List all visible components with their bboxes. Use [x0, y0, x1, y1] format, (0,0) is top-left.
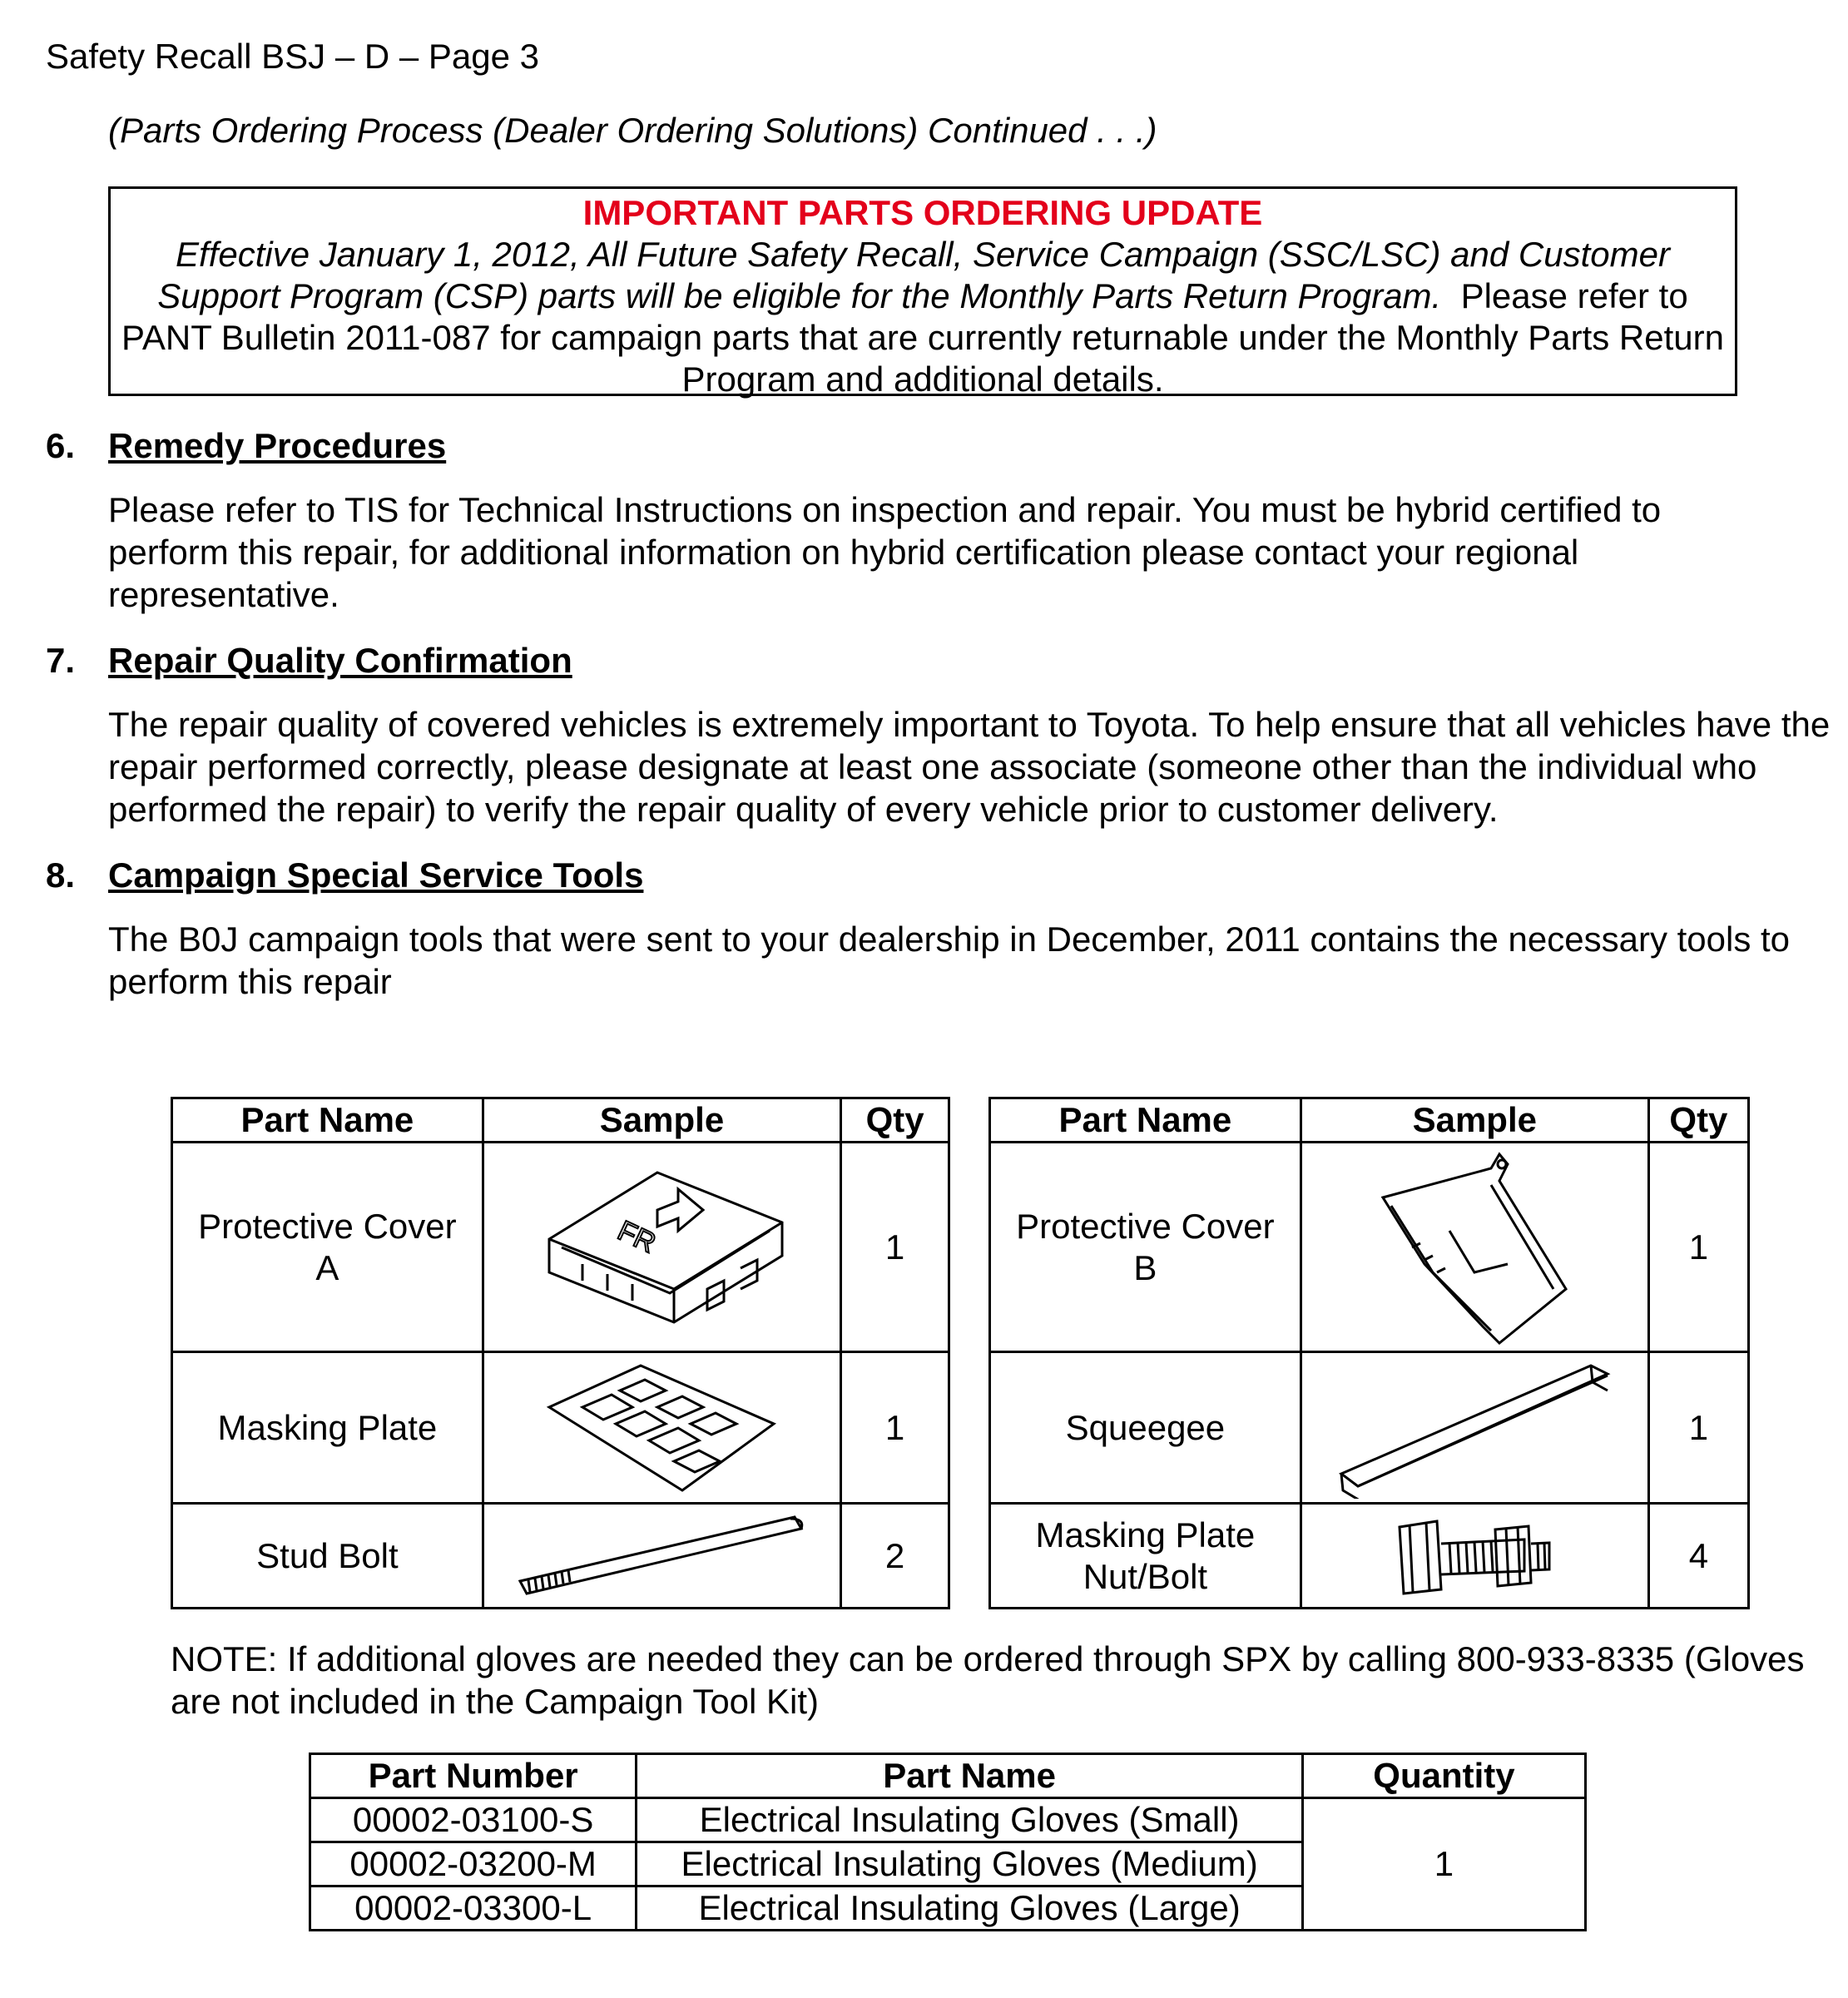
- table-row: [990, 1504, 1749, 1609]
- sample-cell: [483, 1504, 840, 1609]
- part-number-cell: 00002-03300-L: [310, 1886, 637, 1931]
- section-8-title: Campaign Special Service Tools: [108, 855, 644, 895]
- update-title: IMPORTANT PARTS ORDERING UPDATE: [582, 193, 1263, 232]
- tools-table-left: [171, 1097, 950, 1609]
- parts-ordering-update-box: [108, 186, 1737, 399]
- qty-cell: 1: [841, 1352, 949, 1504]
- quantity-cell: 1: [1302, 1798, 1585, 1931]
- part-name-cell: Stud Bolt: [172, 1504, 483, 1609]
- col-header-qty: Qty: [1648, 1098, 1748, 1143]
- update-body: [111, 234, 1735, 400]
- table-row: [172, 1352, 949, 1504]
- update-normal-text: Please refer to PANT Bulletin 2011-087 for campaign parts that are currently returnable under the Monthly Parts Return Program and additional details.: [121, 276, 1724, 399]
- part-name-cell: Electrical Insulating Gloves (Large): [637, 1886, 1303, 1931]
- part-name-cell: Masking Plate Nut/Bolt: [990, 1504, 1301, 1609]
- protective-cover-a-icon: [533, 1164, 790, 1331]
- masking-plate-icon: [541, 1361, 782, 1495]
- col-header-sample: Sample: [1301, 1098, 1648, 1143]
- section-6-number: 6.: [46, 426, 76, 465]
- qty-cell: 2: [841, 1504, 949, 1609]
- section-7-number: 7.: [46, 641, 76, 680]
- section-6-title: Remedy Procedures: [108, 426, 447, 465]
- sample-cell: [1301, 1352, 1648, 1504]
- qty-cell: 1: [841, 1143, 949, 1352]
- table-row: [172, 1504, 949, 1609]
- part-name-cell: Squeegee: [990, 1352, 1301, 1504]
- sample-cell: [483, 1143, 840, 1352]
- continued-label: (Parts Ordering Process (Dealer Ordering Solutions) Continued . . .): [108, 111, 1157, 150]
- qty-cell: 4: [1648, 1504, 1748, 1609]
- squeegee-icon: [1333, 1357, 1616, 1499]
- sample-cell: [483, 1352, 840, 1504]
- table-row: [172, 1143, 949, 1352]
- part-name-cell: Protective Cover A: [172, 1143, 483, 1352]
- part-number-cell: 00002-03100-S: [310, 1798, 637, 1842]
- table-row: [990, 1143, 1749, 1352]
- part-name-cell: Protective Cover B: [990, 1143, 1301, 1352]
- nut-bolt-icon: [1391, 1515, 1558, 1598]
- qty-cell: 1: [1648, 1352, 1748, 1504]
- col-header-qty: Qty: [841, 1098, 949, 1143]
- section-7-title: Repair Quality Confirmation: [108, 641, 572, 680]
- protective-cover-b-icon: [1375, 1148, 1574, 1347]
- gloves-note: NOTE: If additional gloves are needed they can be ordered through SPX by calling 800-933-8335 (Gloves are not included in the Campaign Tool Kit): [171, 1639, 1805, 1721]
- section-6-text: Please refer to TIS for Technical Instructions on inspection and repair. You must be hybrid certified to perform this repair, for additional information on hybrid certification please contact your regional representative.: [108, 490, 1662, 614]
- stud-bolt-icon: [512, 1510, 811, 1602]
- part-name-cell: Electrical Insulating Gloves (Medium): [637, 1842, 1303, 1886]
- part-name-cell: Masking Plate: [172, 1352, 483, 1504]
- col-header-part-name: Part Name: [172, 1098, 483, 1143]
- section-7-text: The repair quality of covered vehicles is extremely important to Toyota. To help ensure that all vehicles have the repair performed correctly, please designate at least one associate (someone other than the individual who performed the repair) to verify the repair quality of every vehicle prior to customer delivery.: [108, 705, 1831, 829]
- table-row: [310, 1798, 1586, 1842]
- col-header-part-name: Part Name: [990, 1098, 1301, 1143]
- part-number-cell: 00002-03200-M: [310, 1842, 637, 1886]
- sample-cell: [1301, 1504, 1648, 1609]
- qty-cell: 1: [1648, 1143, 1748, 1352]
- page-header: Safety Recall BSJ – D – Page 3: [46, 37, 539, 76]
- section-8-number: 8.: [46, 855, 76, 895]
- sample-cell: [1301, 1143, 1648, 1352]
- update-italic-text: Effective January 1, 2012, All Future Safety Recall, Service Campaign (SSC/LSC) and Customer Support Program (CSP) parts will be eligible for the Monthly Parts Return Program.: [157, 235, 1670, 315]
- gloves-table: [309, 1753, 1587, 1931]
- tools-table-right: [988, 1097, 1750, 1609]
- part-name-cell: Electrical Insulating Gloves (Small): [637, 1798, 1303, 1842]
- section-8-text: The B0J campaign tools that were sent to your dealership in December, 2011 contains the necessary tools to perform this repair: [108, 920, 1791, 1001]
- table-row: [990, 1352, 1749, 1504]
- col-header-sample: Sample: [483, 1098, 840, 1143]
- col-header-quantity: Quantity: [1302, 1754, 1585, 1798]
- col-header-part-number: Part Number: [310, 1754, 637, 1798]
- col-header-part-name: Part Name: [637, 1754, 1303, 1798]
- svg-text:FR: FR: [613, 1214, 661, 1259]
